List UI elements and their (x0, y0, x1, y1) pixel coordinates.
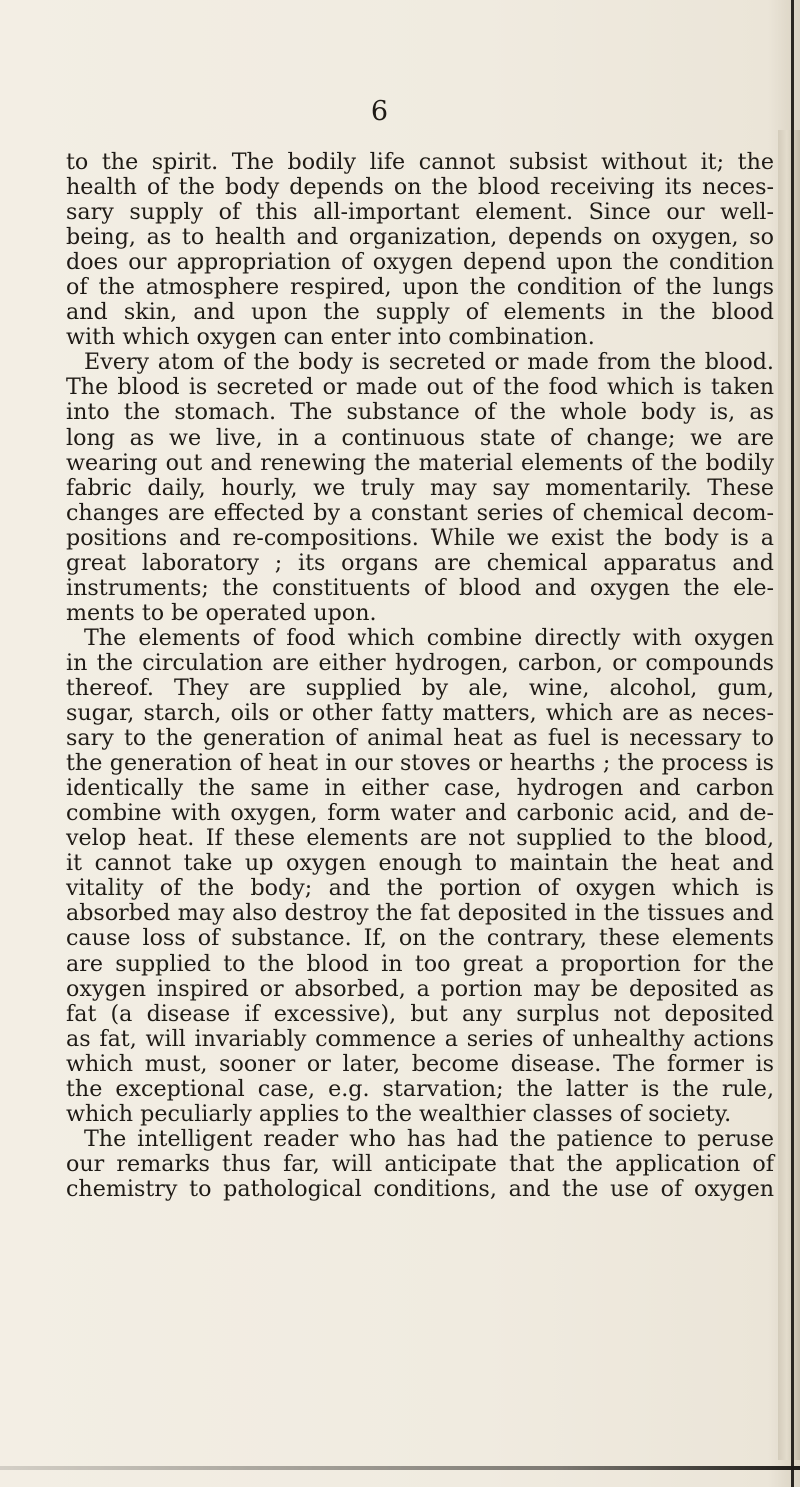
text-line: long as we live, in a continuous state of change; we are (66, 424, 774, 451)
text-line: positions and re-compositions. While we exist the body is a (66, 524, 774, 551)
text-line: ments to be operated upon. (66, 599, 377, 626)
text-line: chemistry to pathological conditions, and the use of oxygen (66, 1175, 774, 1202)
text-line: and skin, and upon the supply of elements in the blood (66, 299, 774, 326)
text-line: combine with oxygen, form water and carbonic acid, and de- (66, 800, 774, 827)
text-line: health of the body depends on the blood receiving its neces- (66, 174, 774, 201)
text-line: into the stomach. The substance of the whole body is, as (66, 399, 774, 426)
page-edge-shadow (791, 0, 794, 1487)
text-line: The blood is secreted or made out of the food which is taken (66, 374, 774, 401)
text-line: vitality of the body; and the portion of oxygen which is (66, 875, 774, 902)
text-line: the exceptional case, e.g. starvation; the latter is the rule, (66, 1075, 774, 1102)
text-line: to the spirit. The bodily life cannot subsist without it; the (66, 149, 774, 175)
text-line: The intelligent reader who has had the patience to peruse (84, 1125, 774, 1152)
text-line: instruments; the constituents of blood and oxygen the ele- (66, 574, 774, 601)
adjacent-page-edge (778, 130, 800, 1460)
text-line: wearing out and renewing the material elements of the bodily (66, 449, 774, 476)
text-line: velop heat. If these elements are not supplied to the blood, (66, 825, 774, 852)
text-line: oxygen inspired or absorbed, a portion may be deposited as (66, 975, 774, 1002)
text-line: fabric daily, hourly, we truly may say momentarily. These (66, 474, 774, 501)
text-line: Every atom of the body is secreted or made from the blood. (84, 349, 774, 376)
text-line: of the atmosphere respired, upon the condition of the lungs (66, 274, 774, 301)
text-line: does our appropriation of oxygen depend upon the condition (66, 249, 774, 276)
text-line: it cannot take up oxygen enough to maintain the heat and (66, 850, 774, 877)
text-line: in the circulation are either hydrogen, carbon, or compounds (66, 649, 774, 676)
text-line: sary to the generation of animal heat as fuel is necessary to (66, 725, 774, 752)
text-line: cause loss of substance. If, on the contrary, these elements (66, 925, 774, 952)
text-line: sugar, starch, oils or other fatty matters, which are as neces- (66, 700, 774, 727)
text-line: with which oxygen can enter into combination. (66, 324, 595, 351)
text-line: changes are effected by a constant series of chemical decom- (66, 499, 774, 526)
text-line: as fat, will invariably commence a series of unhealthy actions (66, 1025, 774, 1052)
text-line: which must, sooner or later, become disease. The former is (66, 1050, 774, 1077)
text-line: are supplied to the blood in too great a proportion for the (66, 950, 774, 977)
body-text (66, 150, 774, 1202)
text-line: which peculiarly applies to the wealthier classes of society. (66, 1100, 732, 1127)
bottom-edge-shadow (0, 1466, 800, 1470)
text-line: the generation of heat in our stoves or hearths ; the process is (66, 750, 774, 777)
text-line: The elements of food which combine directly with oxygen (84, 624, 774, 651)
text-line: identically the same in either case, hydrogen and carbon (66, 775, 774, 802)
page-number: 6 (370, 96, 390, 127)
text-line: fat (a disease if excessive), but any surplus not deposited (66, 1000, 774, 1027)
text-line: sary supply of this all-important element. Since our well- (66, 199, 774, 226)
text-line: our remarks thus far, will anticipate that the application of (66, 1150, 774, 1177)
text-line: absorbed may also destroy the fat deposited in the tissues and (66, 900, 774, 927)
text-line: being, as to health and organization, depends on oxygen, so (66, 224, 774, 251)
text-line: thereof. They are supplied by ale, wine, alcohol, gum, (66, 674, 774, 701)
text-line: great laboratory ; its organs are chemical apparatus and (66, 549, 774, 576)
